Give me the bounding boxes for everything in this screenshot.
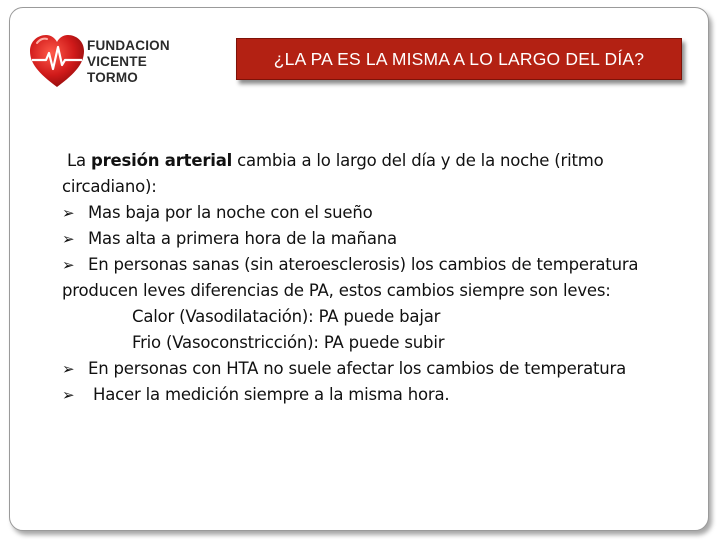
bullet-item-2	[62, 226, 702, 252]
logo-wordmark	[87, 38, 198, 86]
heart-pulse-icon	[28, 33, 86, 89]
bullet-text-3a: En personas sanas (sin ateroesclerosis) los cambios de temperatura	[88, 255, 639, 274]
intro-bold-term: presión arterial	[90, 151, 233, 170]
bullet-item-5	[62, 382, 702, 408]
bullet-item-3	[62, 252, 702, 278]
intro-line-2: circadiano):	[62, 177, 157, 196]
bullet-item-4	[62, 356, 702, 382]
intro-prefix: La	[67, 151, 91, 170]
arrow-bullet-icon: ➢	[62, 386, 75, 404]
bullet-item-1	[62, 200, 702, 226]
arrow-bullet-icon: ➢	[62, 256, 75, 274]
bullet-text-1: Mas baja por la noche con el sueño	[88, 203, 373, 222]
arrow-bullet-icon: ➢	[62, 204, 75, 222]
bullet-text-2: Mas alta a primera hora de la mañana	[88, 229, 397, 248]
logo-line-1: FUNDACION	[87, 38, 170, 53]
foundation-logo	[28, 33, 198, 89]
bullet-text-5: Hacer la medición siempre a la misma hora.	[88, 385, 450, 404]
sub-item-heat: Calor (Vasodilatación): PA puede bajar	[132, 307, 441, 326]
title-banner	[236, 38, 682, 80]
slide-body	[62, 148, 702, 408]
sub-item-cold: Frio (Vasoconstricción): PA puede subir	[132, 333, 445, 352]
bullet-text-3b: producen leves diferencias de PA, estos cambios siempre son leves:	[62, 281, 611, 300]
bullet-text-4: En personas con HTA no suele afectar los cambios de temperatura	[88, 359, 627, 378]
intro-line-1	[62, 148, 702, 174]
intro-rest: cambia a lo largo del día y de la noche (ritmo	[232, 151, 604, 170]
arrow-bullet-icon: ➢	[62, 360, 75, 378]
arrow-bullet-icon: ➢	[62, 230, 75, 248]
slide-title: ¿LA PA ES LA MISMA A LO LARGO DEL DÍA?	[273, 48, 645, 69]
logo-line-2: VICENTE TORMO	[87, 54, 147, 85]
